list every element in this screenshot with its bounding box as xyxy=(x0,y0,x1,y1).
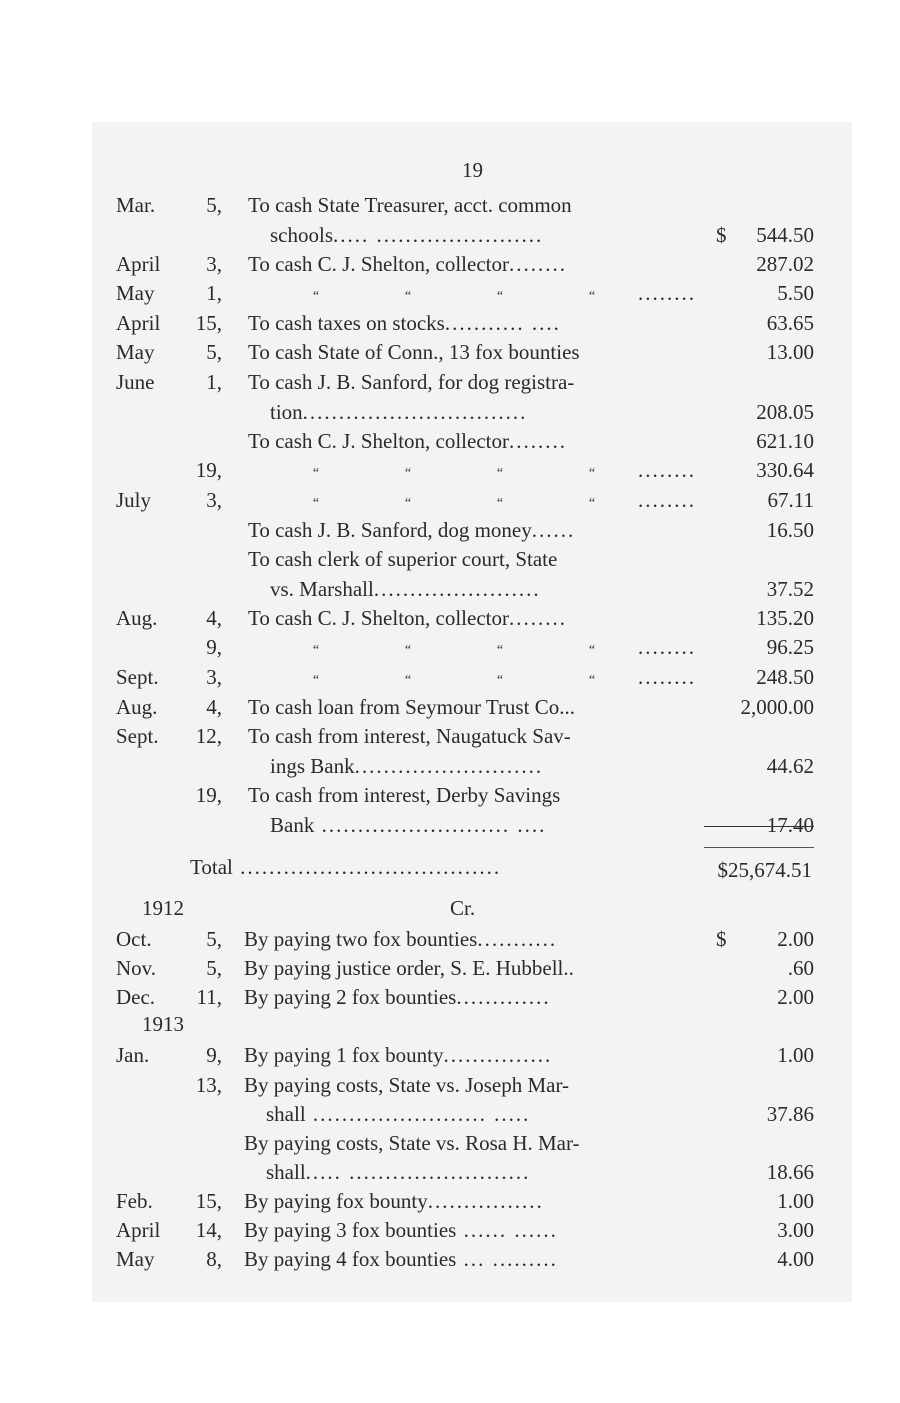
ledger-row xyxy=(0,278,900,308)
leader-dots: ........ xyxy=(638,458,696,482)
ledger-row xyxy=(0,1128,900,1158)
leader-dots: ... ......... xyxy=(456,1247,558,1271)
entry-amount: 248.50 xyxy=(756,665,814,689)
ditto-mark: “ xyxy=(312,643,320,658)
entry-description xyxy=(244,1215,558,1245)
entry-amount: 1.00 xyxy=(777,1043,814,1067)
leader-dots: ........................ ..... xyxy=(305,1102,531,1126)
entry-text: To cash J. B. Sanford, for dog registra- xyxy=(248,370,575,394)
entry-day: 5, xyxy=(206,956,222,980)
leader-dots: ........ xyxy=(638,488,696,512)
ditto-mark: “ xyxy=(404,673,412,688)
ledger-row xyxy=(0,1186,900,1216)
entry-description xyxy=(244,1040,552,1070)
entry-amount: 67.11 xyxy=(767,488,814,512)
entry-amount: 18.66 xyxy=(766,1160,814,1184)
entry-month: April xyxy=(116,311,161,335)
entry-day: 19, xyxy=(195,458,222,482)
entry-month: Dec. xyxy=(116,985,156,1009)
ledger-row xyxy=(0,190,900,220)
ditto-mark: “ xyxy=(496,643,504,658)
entry-description xyxy=(270,485,696,519)
entry-description xyxy=(248,308,561,338)
leader-dots: ...... ...... xyxy=(456,1218,558,1242)
entry-text: To cash from interest, Naugatuck Sav- xyxy=(248,724,571,748)
entry-description xyxy=(248,603,567,633)
entry-month: May xyxy=(116,281,155,305)
entry-description xyxy=(248,426,567,456)
leader-dots: ...... xyxy=(531,518,576,542)
entry-description xyxy=(248,515,575,545)
entry-description xyxy=(266,1157,530,1187)
entry-month: April xyxy=(116,252,161,276)
ditto-mark: “ xyxy=(496,466,504,481)
ditto-mark: “ xyxy=(312,289,320,304)
entry-description xyxy=(244,1128,580,1158)
entry-day: 3, xyxy=(206,665,222,689)
leader-dots: .......................... .... xyxy=(314,813,547,837)
credit-heading: Cr. xyxy=(450,896,476,920)
ledger-row xyxy=(0,308,900,338)
entry-description xyxy=(248,780,560,810)
entry-month: Sept. xyxy=(116,724,159,748)
entry-text: By paying 2 fox bounties xyxy=(244,985,457,1009)
entry-text: schools xyxy=(270,223,333,247)
entry-day: 8, xyxy=(206,1247,222,1271)
ledger-row xyxy=(0,780,900,810)
entry-text: By paying fox bounty xyxy=(244,1189,428,1213)
ledger-row xyxy=(0,924,900,954)
entry-description xyxy=(244,924,557,954)
ditto-mark: “ xyxy=(404,643,412,658)
entry-description xyxy=(244,1070,569,1100)
entry-month: April xyxy=(116,1218,161,1242)
ledger-row xyxy=(0,953,900,983)
entry-description xyxy=(270,278,696,312)
entry-month: Sept. xyxy=(116,665,159,689)
entry-description xyxy=(270,455,696,489)
entry-amount: 2,000.00 xyxy=(740,695,814,719)
ledger-row xyxy=(0,1215,900,1245)
ditto-mark: “ xyxy=(588,643,596,658)
leader-dots: ........... xyxy=(477,927,558,951)
ledger-row xyxy=(0,367,900,397)
entry-text: To cash taxes on stocks xyxy=(248,311,445,335)
entry-text: To cash loan from Seymour Trust Co... xyxy=(248,695,575,719)
ledger-row xyxy=(0,982,900,1012)
ditto-mark: “ xyxy=(404,496,412,511)
entry-text: ings Bank xyxy=(270,754,355,778)
entry-description xyxy=(266,1099,530,1129)
entry-amount: 37.86 xyxy=(766,1102,814,1126)
leader-dots: ................ xyxy=(427,1189,544,1213)
entry-text: By paying costs, State vs. Rosa H. Mar- xyxy=(244,1131,580,1155)
ditto-mark: “ xyxy=(496,673,504,688)
entry-text: To cash C. J. Shelton, collector xyxy=(248,252,509,276)
entry-day: 3, xyxy=(206,488,222,512)
entry-amount: 4.00 xyxy=(777,1247,814,1271)
entry-amount: 621.10 xyxy=(756,429,814,453)
dollar-sign: $ xyxy=(716,223,727,247)
ledger-row xyxy=(0,574,900,604)
ledger-row xyxy=(0,337,900,367)
ledger-row xyxy=(0,1040,900,1070)
entry-text: tion xyxy=(270,400,303,424)
entry-description xyxy=(244,1186,544,1216)
entry-amount: 16.50 xyxy=(766,518,814,542)
entry-day: 19, xyxy=(195,783,222,807)
leader-dots: ........ xyxy=(638,281,696,305)
ditto-mark: “ xyxy=(312,673,320,688)
entry-text: To cash C. J. Shelton, collector xyxy=(248,606,509,630)
entry-text: Bank xyxy=(270,813,315,837)
total-rule-secondary xyxy=(704,847,814,848)
entry-description xyxy=(248,692,575,722)
leader-dots: ..... ......................... xyxy=(305,1160,531,1184)
entry-month: July xyxy=(116,488,152,512)
entry-day: 5, xyxy=(206,927,222,951)
entry-description xyxy=(270,397,527,427)
entry-description xyxy=(248,721,571,751)
entry-description xyxy=(244,1244,558,1274)
ledger-row xyxy=(0,1099,900,1129)
leader-dots: ....................... xyxy=(373,577,541,601)
year-1913: 1913 xyxy=(142,1012,184,1036)
ditto-mark: “ xyxy=(588,673,596,688)
entry-day: 14, xyxy=(195,1218,222,1242)
entry-amount: 96.25 xyxy=(766,635,814,659)
entry-day: 1, xyxy=(206,281,222,305)
entry-description xyxy=(248,190,572,220)
ledger-row xyxy=(0,455,900,485)
ledger-row xyxy=(0,662,900,692)
total-label: Total xyxy=(190,855,233,879)
entry-day: 5, xyxy=(206,340,222,364)
entry-month: Mar. xyxy=(116,193,156,217)
ditto-mark: “ xyxy=(404,289,412,304)
ledger-row xyxy=(0,721,900,751)
entry-day: 9, xyxy=(206,635,222,659)
total-amount: $25,674.51 xyxy=(717,858,812,882)
entry-amount: 544.50 xyxy=(756,223,814,247)
entry-month: May xyxy=(116,340,155,364)
entry-text: To cash State of Conn., 13 fox bounties xyxy=(248,340,580,364)
leader-dots: ............. xyxy=(456,985,551,1009)
entry-day: 1, xyxy=(206,370,222,394)
entry-description xyxy=(248,367,574,397)
entry-text: By paying justice order, S. E. Hubbell.. xyxy=(244,956,574,980)
ledger-row xyxy=(0,249,900,279)
entry-description xyxy=(270,662,696,696)
entry-amount: 17.40 xyxy=(766,813,814,837)
entry-description xyxy=(270,632,696,666)
entry-text: vs. Marshall xyxy=(270,577,374,601)
ditto-mark: “ xyxy=(496,289,504,304)
entry-amount: 63.65 xyxy=(766,311,814,335)
entry-month: Aug. xyxy=(116,695,158,719)
ditto-mark: “ xyxy=(588,466,596,481)
entry-text: By paying 3 fox bounties xyxy=(244,1218,457,1242)
ledger-row xyxy=(0,544,900,574)
entry-text: To cash clerk of superior court, State xyxy=(248,547,558,571)
entry-amount: 2.00 xyxy=(777,985,814,1009)
page-number: 19 xyxy=(462,158,483,182)
entry-description xyxy=(270,751,543,781)
entry-amount: 37.52 xyxy=(766,577,814,601)
ditto-mark: “ xyxy=(588,289,596,304)
entry-day: 15, xyxy=(195,311,222,335)
entry-month: Aug. xyxy=(116,606,158,630)
entry-amount: 5.50 xyxy=(777,281,814,305)
entry-amount: 3.00 xyxy=(777,1218,814,1242)
ledger-row xyxy=(0,632,900,662)
entry-text: By paying 4 fox bounties xyxy=(244,1247,457,1271)
entry-text: To cash J. B. Sanford, dog money xyxy=(248,518,532,542)
entry-day: 15, xyxy=(195,1189,222,1213)
total-row xyxy=(0,855,900,885)
entry-day: 5, xyxy=(206,193,222,217)
entry-description xyxy=(270,810,546,840)
entry-month: Feb. xyxy=(116,1189,153,1213)
entry-day: 13, xyxy=(195,1073,222,1097)
entry-month: Jan. xyxy=(116,1043,150,1067)
leader-dots: ........ xyxy=(638,635,696,659)
ledger-row xyxy=(0,1157,900,1187)
ledger-row xyxy=(0,220,900,250)
entry-text: shall xyxy=(266,1102,306,1126)
ledger-row xyxy=(0,515,900,545)
entry-description xyxy=(248,544,557,574)
ditto-mark: “ xyxy=(496,496,504,511)
entry-description xyxy=(244,982,551,1012)
entry-text: To cash from interest, Derby Savings xyxy=(248,783,561,807)
entry-amount: 135.20 xyxy=(756,606,814,630)
leader-dots: ........ xyxy=(508,429,567,453)
ditto-mark: “ xyxy=(588,496,596,511)
dollar-sign: $ xyxy=(716,927,727,951)
entry-day: 9, xyxy=(206,1043,222,1067)
leader-dots: ............................... xyxy=(302,400,528,424)
entry-amount: 1.00 xyxy=(777,1189,814,1213)
entry-month: May xyxy=(116,1247,155,1271)
year-1912: 1912 xyxy=(142,896,184,920)
leader-dots: ............... xyxy=(443,1043,553,1067)
entry-text: By paying two fox bounties xyxy=(244,927,478,951)
entry-amount: 208.05 xyxy=(756,400,814,424)
ledger-row xyxy=(0,692,900,722)
entry-day: 12, xyxy=(195,724,222,748)
entry-month: Oct. xyxy=(116,927,152,951)
ledger-row xyxy=(0,397,900,427)
total-dots: .................................... xyxy=(232,855,502,879)
entry-day: 4, xyxy=(206,695,222,719)
entry-day: 3, xyxy=(206,252,222,276)
entry-amount: 287.02 xyxy=(756,252,814,276)
leader-dots: ........ xyxy=(638,665,696,689)
entry-text: To cash State Treasurer, acct. common xyxy=(248,193,572,217)
leader-dots: .......................... xyxy=(354,754,544,778)
entry-amount: 2.00 xyxy=(777,927,814,951)
total-rule xyxy=(704,826,814,827)
entry-amount: .60 xyxy=(787,956,814,980)
entry-day: 4, xyxy=(206,606,222,630)
ditto-mark: “ xyxy=(404,466,412,481)
entry-description xyxy=(248,249,567,279)
entry-description xyxy=(248,337,580,367)
entry-amount: 44.62 xyxy=(766,754,814,778)
entry-month: June xyxy=(116,370,155,394)
ledger-row xyxy=(0,751,900,781)
leader-dots: ........ xyxy=(508,606,567,630)
leader-dots: ..... ....................... xyxy=(333,223,544,247)
entry-text: To cash C. J. Shelton, collector xyxy=(248,429,509,453)
ledger-row xyxy=(0,1244,900,1274)
entry-description xyxy=(270,220,543,250)
entry-month: Nov. xyxy=(116,956,157,980)
leader-dots: ........... .... xyxy=(444,311,561,335)
entry-text: By paying 1 fox bounty xyxy=(244,1043,444,1067)
ledger-row xyxy=(0,1070,900,1100)
entry-text: By paying costs, State vs. Joseph Mar- xyxy=(244,1073,570,1097)
entry-amount: 13.00 xyxy=(766,340,814,364)
entry-description xyxy=(270,574,541,604)
ditto-mark: “ xyxy=(312,496,320,511)
leader-dots: ........ xyxy=(508,252,567,276)
entry-description xyxy=(244,953,574,983)
ledger-row xyxy=(0,485,900,515)
ledger-row xyxy=(0,810,900,840)
ledger-row xyxy=(0,426,900,456)
ledger-row xyxy=(0,603,900,633)
entry-text: shall xyxy=(266,1160,306,1184)
entry-day: 11, xyxy=(196,985,222,1009)
ditto-mark: “ xyxy=(312,466,320,481)
entry-amount: 330.64 xyxy=(756,458,814,482)
